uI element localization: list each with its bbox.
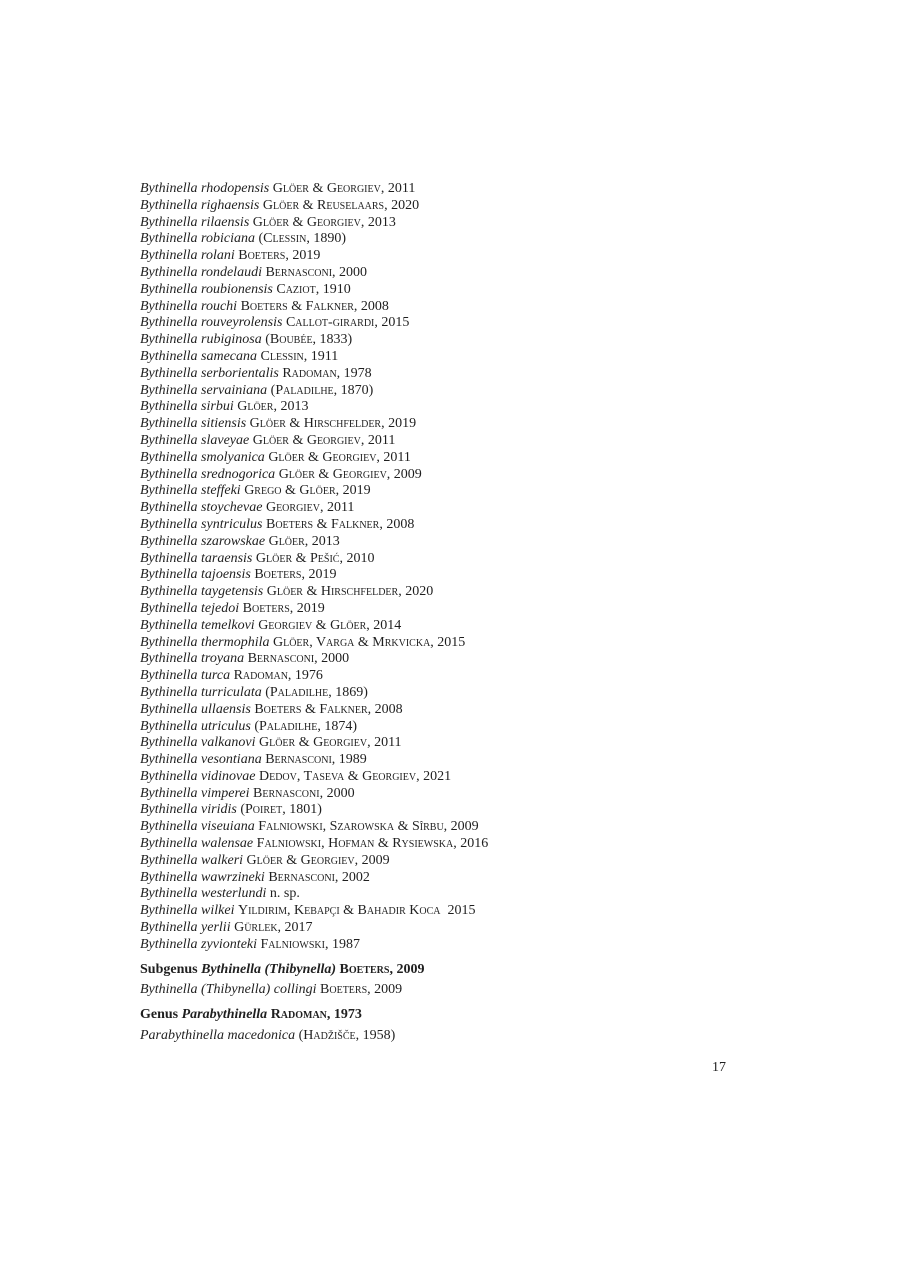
species-name: Bythinella walensae [140, 836, 254, 852]
species-authority: Glöer & Georgiev, 2011 [268, 449, 411, 465]
species-authority: Bernasconi, 2002 [268, 869, 370, 885]
species-item [140, 366, 760, 383]
species-name: Bythinella turriculata [140, 684, 262, 700]
species-name: Bythinella rubiginosa [140, 332, 262, 348]
species-name: Bythinella rondelaudi [140, 264, 262, 280]
species-authority: Boeters, 2009 [320, 982, 403, 998]
species-item [140, 433, 760, 450]
text-column [140, 181, 760, 1045]
species-name: Bythinella (Thibynella) collingi [140, 982, 317, 998]
species-name: Bythinella turca [140, 668, 231, 684]
species-authority: (Paladilhe, 1874) [254, 718, 357, 734]
species-item [140, 534, 760, 551]
species-authority: Falniowski, Hofman & Rysiewska, 2016 [256, 836, 489, 852]
species-authority: Glöer & Reuselaars, 2020 [262, 197, 420, 213]
species-name: Bythinella robiciana [140, 231, 255, 247]
species-item [140, 786, 760, 803]
heading-taxon: Parabythinella [181, 1007, 268, 1023]
species-name: Bythinella rolani [140, 248, 235, 264]
species-name: Bythinella tejedoi [140, 600, 240, 616]
species-authority: Radoman, 1978 [282, 365, 372, 381]
heading-taxon: Bythinella (Thibynella) [201, 961, 337, 977]
species-authority: Glöer & Georgiev, 2009 [278, 466, 422, 482]
species-item [140, 685, 760, 702]
species-name: Bythinella vidinovae [140, 768, 256, 784]
species-authority: Glöer, 2013 [237, 399, 309, 415]
species-item [140, 601, 760, 618]
species-item [140, 903, 760, 920]
species-item [140, 383, 760, 400]
species-authority: Glöer & Pešić, 2010 [255, 550, 375, 566]
species-item [140, 567, 760, 584]
species-name: Parabythinella macedonica [140, 1028, 296, 1044]
species-authority: Clessin, 1911 [260, 348, 339, 364]
species-authority: Boeters, 2019 [238, 248, 321, 264]
species-authority: Glöer & Hirschfelder, 2019 [249, 416, 417, 432]
species-name: Bythinella servainiana [140, 382, 268, 398]
species-authority: Callot-girardi, 2015 [285, 315, 410, 331]
species-name: Bythinella smolyanica [140, 449, 265, 465]
species-authority: Georgiev, 2011 [265, 500, 355, 516]
species-item [140, 769, 760, 786]
species-authority: Grego & Glöer, 2019 [244, 483, 371, 499]
section-items [140, 982, 760, 999]
species-name: Bythinella wawrzineki [140, 869, 265, 885]
species-authority: Boeters, 2019 [254, 567, 337, 583]
species-item [140, 467, 760, 484]
species-item [140, 551, 760, 568]
species-authority: Boeters, 2019 [242, 600, 325, 616]
species-name: Bythinella syntriculus [140, 516, 263, 532]
heading-rank-label: Subgenus [140, 961, 198, 977]
species-authority: Yildirim, Kebapçi & Bahadir Koca 2015 [237, 903, 476, 919]
species-item [140, 870, 760, 887]
species-name: Bythinella utriculus [140, 718, 251, 734]
species-item [140, 752, 760, 769]
species-item [140, 982, 760, 999]
species-authority: Glöer & Hirschfelder, 2020 [266, 584, 434, 600]
species-authority: (Boubée, 1833) [265, 332, 353, 348]
taxon-section [140, 962, 760, 1000]
species-name: Bythinella walkeri [140, 852, 244, 868]
species-item [140, 349, 760, 366]
species-item [140, 836, 760, 853]
species-name: Bythinella slaveyae [140, 432, 250, 448]
species-name: Bythinella taygetensis [140, 584, 264, 600]
species-item [140, 584, 760, 601]
species-authority: Radoman, 1976 [233, 668, 323, 684]
species-item [140, 937, 760, 954]
species-name: Bythinella wilkei [140, 903, 235, 919]
species-authority: Boeters & Falkner, 2008 [254, 701, 403, 717]
species-item [140, 651, 760, 668]
species-authority: Glöer & Georgiev, 2011 [252, 432, 396, 448]
species-item [140, 248, 760, 265]
species-authority: Glöer & Georgiev, 2013 [252, 214, 396, 230]
species-authority: Boeters & Falkner, 2008 [265, 516, 415, 532]
species-item [140, 702, 760, 719]
species-name: Bythinella serborientalis [140, 365, 279, 381]
species-item [140, 635, 760, 652]
page-number: 17 [712, 1060, 726, 1075]
species-authority: (Paladilhe, 1869) [265, 684, 368, 700]
taxon-section [140, 1007, 760, 1045]
species-name: Bythinella stoychevae [140, 500, 263, 516]
species-name: Bythinella sitiensis [140, 416, 247, 432]
heading-rank-label: Genus [140, 1007, 179, 1023]
species-name: Bythinella righaensis [140, 197, 260, 213]
species-item [140, 399, 760, 416]
species-authority: Glöer, 2013 [268, 533, 340, 549]
section-heading [140, 1007, 760, 1024]
species-name: Bythinella troyana [140, 651, 245, 667]
species-authority: Glöer & Georgiev, 2011 [258, 735, 402, 751]
species-item [140, 265, 760, 282]
species-item [140, 886, 760, 903]
species-authority: Bernasconi, 2000 [247, 651, 350, 667]
species-name: Bythinella ullaensis [140, 701, 251, 717]
species-item [140, 618, 760, 635]
species-item [140, 215, 760, 232]
species-name: Bythinella thermophila [140, 634, 270, 650]
species-authority: Gürlek, 2017 [234, 920, 313, 936]
species-item [140, 735, 760, 752]
species-item [140, 500, 760, 517]
species-name: Bythinella tajoensis [140, 567, 251, 583]
species-authority: Bernasconi, 2000 [253, 785, 355, 801]
species-authority: Bernasconi, 2000 [265, 264, 368, 280]
species-authority: Glöer & Georgiev, 2009 [246, 852, 390, 868]
species-name: Bythinella roubionensis [140, 281, 273, 297]
heading-authority: Boeters, 2009 [339, 961, 425, 977]
species-name: Bythinella rouveyrolensis [140, 315, 283, 331]
species-name: Bythinella rilaensis [140, 214, 250, 230]
species-authority: Glöer, Varga & Mrkvicka, 2015 [272, 634, 466, 650]
species-item [140, 920, 760, 937]
section-items [140, 1028, 760, 1045]
species-list [140, 181, 760, 954]
species-name: Bythinella yerlii [140, 920, 231, 936]
species-name: Bythinella temelkovi [140, 617, 255, 633]
species-item [140, 416, 760, 433]
species-item [140, 181, 760, 198]
species-authority: Georgiev & Glöer, 2014 [258, 617, 402, 633]
species-name: Bythinella zyvionteki [140, 936, 258, 952]
species-authority: Falniowski, Szarowska & Sîrbu, 2009 [258, 819, 479, 835]
species-name: Bythinella valkanovi [140, 735, 256, 751]
species-name: Bythinella taraensis [140, 550, 253, 566]
species-name: Bythinella westerlundi [140, 886, 267, 902]
section-heading [140, 962, 760, 979]
species-name: Bythinella samecana [140, 348, 258, 364]
heading-authority: Radoman, 1973 [270, 1007, 362, 1023]
species-authority: (Poiret, 1801) [240, 802, 322, 818]
species-name: Bythinella viseuiana [140, 819, 255, 835]
species-item [140, 819, 760, 836]
species-authority: Caziot, 1910 [276, 281, 351, 297]
species-name: Bythinella sirbui [140, 399, 234, 415]
species-name: Bythinella rhodopensis [140, 181, 270, 196]
taxon-sections [140, 962, 760, 1045]
species-authority: Glöer & Georgiev, 2011 [272, 181, 416, 196]
species-item [140, 282, 760, 299]
species-name: Bythinella srednogorica [140, 466, 276, 482]
species-item [140, 668, 760, 685]
species-item [140, 332, 760, 349]
species-item [140, 1028, 760, 1045]
species-item [140, 231, 760, 248]
species-name: Bythinella szarowskae [140, 533, 266, 549]
species-authority: Dedov, Taseva & Georgiev, 2021 [258, 768, 452, 784]
species-authority: n. sp. [269, 886, 300, 902]
species-name: Bythinella vesontiana [140, 752, 262, 768]
species-item [140, 853, 760, 870]
species-item [140, 802, 760, 819]
species-authority: Boeters & Falkner, 2008 [240, 298, 389, 314]
species-name: Bythinella rouchi [140, 298, 238, 314]
species-authority: Falniowski, 1987 [260, 936, 360, 952]
species-item [140, 719, 760, 736]
species-name: Bythinella viridis [140, 802, 237, 818]
species-name: Bythinella steffeki [140, 483, 241, 499]
species-item [140, 198, 760, 215]
species-item [140, 450, 760, 467]
species-authority: (Hadžišče, 1958) [298, 1028, 396, 1044]
species-authority: (Paladilhe, 1870) [270, 382, 374, 398]
species-name: Bythinella vimperei [140, 785, 250, 801]
species-item [140, 299, 760, 316]
species-authority: (Clessin, 1890) [258, 231, 347, 247]
species-authority: Bernasconi, 1989 [265, 752, 367, 768]
species-item [140, 517, 760, 534]
species-item [140, 483, 760, 500]
species-item [140, 315, 760, 332]
